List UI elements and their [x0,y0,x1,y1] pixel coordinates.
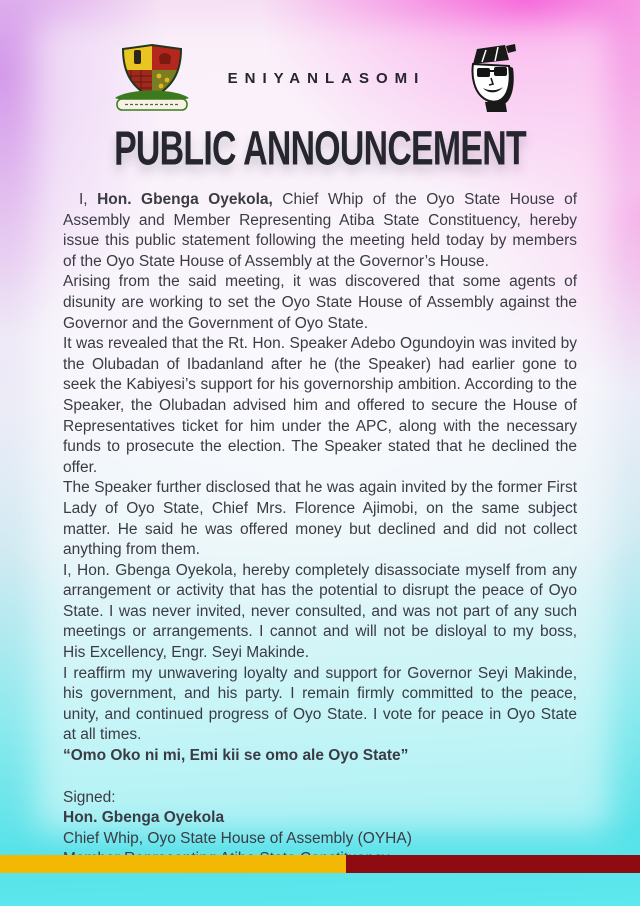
footer-bar-maroon [346,855,640,873]
portrait-sketch-icon [451,42,531,114]
signatory-title-1: Chief Whip, Oyo State House of Assembly (OYHA) [63,829,412,847]
paragraph-loyalty: I reaffirm my unwavering loyalty and support for Governor Seyi Makinde, his government, and his party. I remain firmly committed to the peace, unity, and continued progress of Oyo State. I vote for peace in Oyo State at all times. [63,664,577,744]
brand-wordmark: ENIYANLASOMI [227,69,426,87]
oyo-state-crest-icon [109,42,195,114]
footer-bar [0,855,640,873]
yoruba-quote: “Omo Oko ni mi, Emi kii se omo ale Oyo State” [63,747,409,765]
paragraph-intro-prefix: I, [79,191,98,208]
footer-bar-yellow [0,855,346,873]
paragraph-meeting: Arising from the said meeting, it was discovered that some agents of disunity are working to set the Oyo State House of Assembly against the Governor and the Government of Oyo State. [63,273,577,332]
page-title: PUBLIC ANNOUNCEMENT [114,120,526,175]
title-banner [0,120,640,175]
announcement-body [63,190,577,870]
signed-label: Signed: [63,788,116,806]
paragraph-first-lady: The Speaker further disclosed that he was again invited by the former First Lady of Oyo State, Chief Mrs. Florence Ajimobi, on the same subject matter. He said he was offered money but declined and did not collect anything from them. [63,479,577,559]
paragraph-disassociation: I, Hon. Gbenga Oyekola, hereby completely disassociate myself from any arrangement or activity that has the potential to disrupt the peace of Oyo State. I was never invited, never consulted, and was not part of any such meetings or arrangements. I cannot and will not be disloyal to my boss, His Excellency, Engr. Seyi Makinde. [63,561,577,662]
signatory-name: Hon. Gbenga Oyekola [63,809,225,827]
author-name-inline: Hon. Gbenga Oyekola, [97,191,273,208]
paragraph-speaker-olubadan: It was revealed that the Rt. Hon. Speaker Adebo Ogundoyin was invited by the Olubadan of Ibadanland after he (the Speaker) had earlier gone to seek the Kabiyesi’s support for his governorship ambition. According to the Speaker, the Olubadan advised him and offered to secure the House of Representatives ticket for him under the APC, along with the necessary funds to prosecute the election. The Speaker stated that he declined the offer. [63,335,577,476]
header [0,0,640,114]
paragraph-intro-rest: Chief Whip of the Oyo State House of Assembly and Member Representing Atiba State Constituency, hereby issue this public statement following the meeting held today by members of the Oyo State House of Assembly at the Governor’s House. [63,191,577,270]
paragraph-intro [63,190,577,272]
